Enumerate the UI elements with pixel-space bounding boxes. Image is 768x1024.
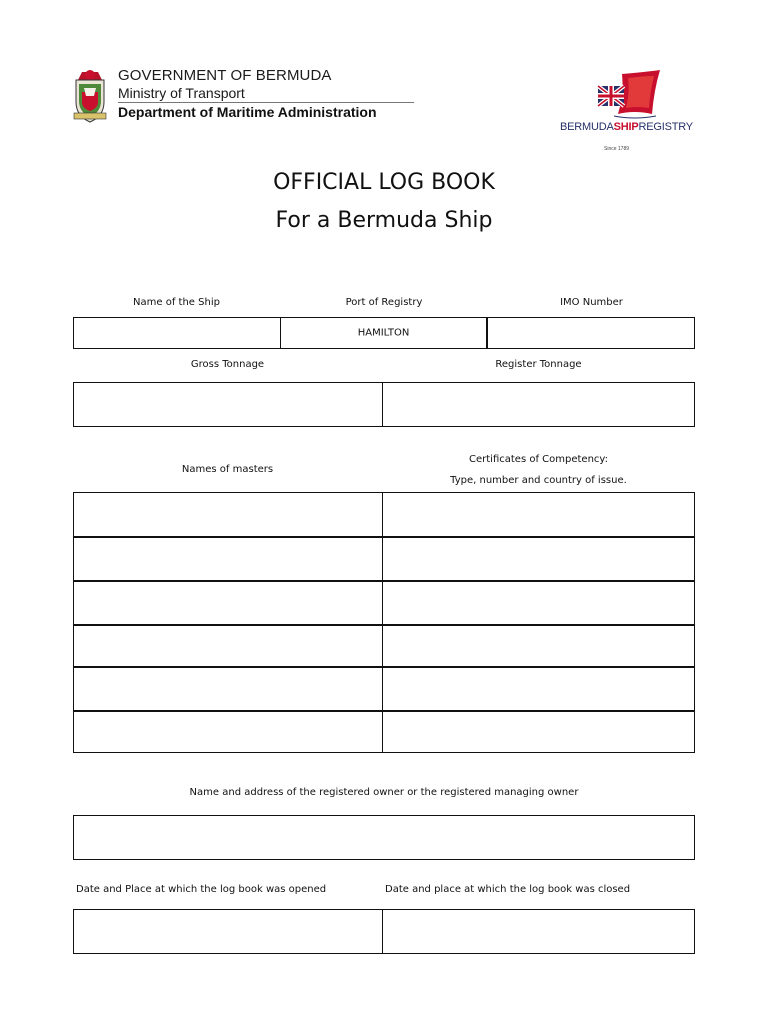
- masters-table: [73, 492, 695, 753]
- government-header: [72, 66, 414, 126]
- imo-number-field[interactable]: [486, 317, 695, 349]
- masters-row: [73, 492, 695, 538]
- master-name-field[interactable]: [73, 492, 383, 538]
- master-certificate-field[interactable]: [382, 492, 696, 538]
- date-opened-label: Date and Place at which the log book was opened: [76, 884, 327, 895]
- master-certificate-field[interactable]: [382, 710, 696, 753]
- master-certificate-field[interactable]: [382, 580, 696, 626]
- master-certificate-field[interactable]: [382, 666, 696, 712]
- sail-flag-icon: [594, 70, 664, 122]
- master-certificate-field[interactable]: [382, 624, 696, 668]
- page-subtitle: For a Bermuda Ship: [275, 208, 493, 233]
- government-title: GOVERNMENT OF BERMUDA: [118, 67, 332, 84]
- masters-row: [73, 710, 695, 753]
- masters-row: [73, 536, 695, 582]
- registry-brand-ship: SHIP: [613, 121, 639, 133]
- ship-info-row: [73, 317, 695, 349]
- port-of-registry-field[interactable]: [280, 317, 488, 349]
- port-of-registry-value: HAMILTON: [357, 327, 410, 339]
- certificates-sub-label: Type, number and country of issue.: [450, 475, 627, 486]
- date-opened-field[interactable]: [73, 909, 383, 954]
- ship-name-label: Name of the Ship: [133, 297, 220, 308]
- registry-brand-bermuda: BERMUDA: [560, 121, 614, 133]
- registered-owner-label: Name and address of the registered owner or the registered managing owner: [189, 787, 579, 798]
- tonnage-row: [73, 382, 695, 427]
- registry-since: Since 1789: [604, 146, 630, 152]
- bermuda-crest-icon: [72, 66, 108, 124]
- dates-row: [73, 909, 695, 954]
- page-title: OFFICIAL LOG BOOK: [273, 170, 495, 195]
- master-name-field[interactable]: [73, 580, 383, 626]
- master-name-field[interactable]: [73, 666, 383, 712]
- ship-name-field[interactable]: [73, 317, 281, 349]
- register-tonnage-field[interactable]: [382, 382, 696, 427]
- department-name: Department of Maritime Administration: [118, 104, 377, 120]
- registered-owner-field[interactable]: [73, 815, 695, 860]
- bermuda-ship-registry-logo: [560, 70, 700, 156]
- registry-brand-registry: REGISTRY: [638, 121, 693, 133]
- imo-number-label: IMO Number: [560, 297, 623, 308]
- master-name-field[interactable]: [73, 536, 383, 582]
- master-certificate-field[interactable]: [382, 536, 696, 582]
- certificates-label: Certificates of Competency:: [469, 454, 608, 465]
- names-of-masters-label: Names of masters: [181, 464, 274, 475]
- register-tonnage-label: Register Tonnage: [495, 359, 582, 370]
- masters-row: [73, 666, 695, 712]
- date-closed-field[interactable]: [382, 909, 696, 954]
- registry-brand-text: [560, 121, 700, 133]
- gross-tonnage-field[interactable]: [73, 382, 383, 427]
- master-name-field[interactable]: [73, 710, 383, 753]
- date-closed-label: Date and place at which the log book was closed: [385, 884, 631, 895]
- ministry-name: Ministry of Transport: [118, 85, 414, 103]
- port-of-registry-label: Port of Registry: [345, 297, 423, 308]
- masters-row: [73, 624, 695, 668]
- masters-row: [73, 580, 695, 626]
- master-name-field[interactable]: [73, 624, 383, 668]
- gross-tonnage-label: Gross Tonnage: [190, 359, 265, 370]
